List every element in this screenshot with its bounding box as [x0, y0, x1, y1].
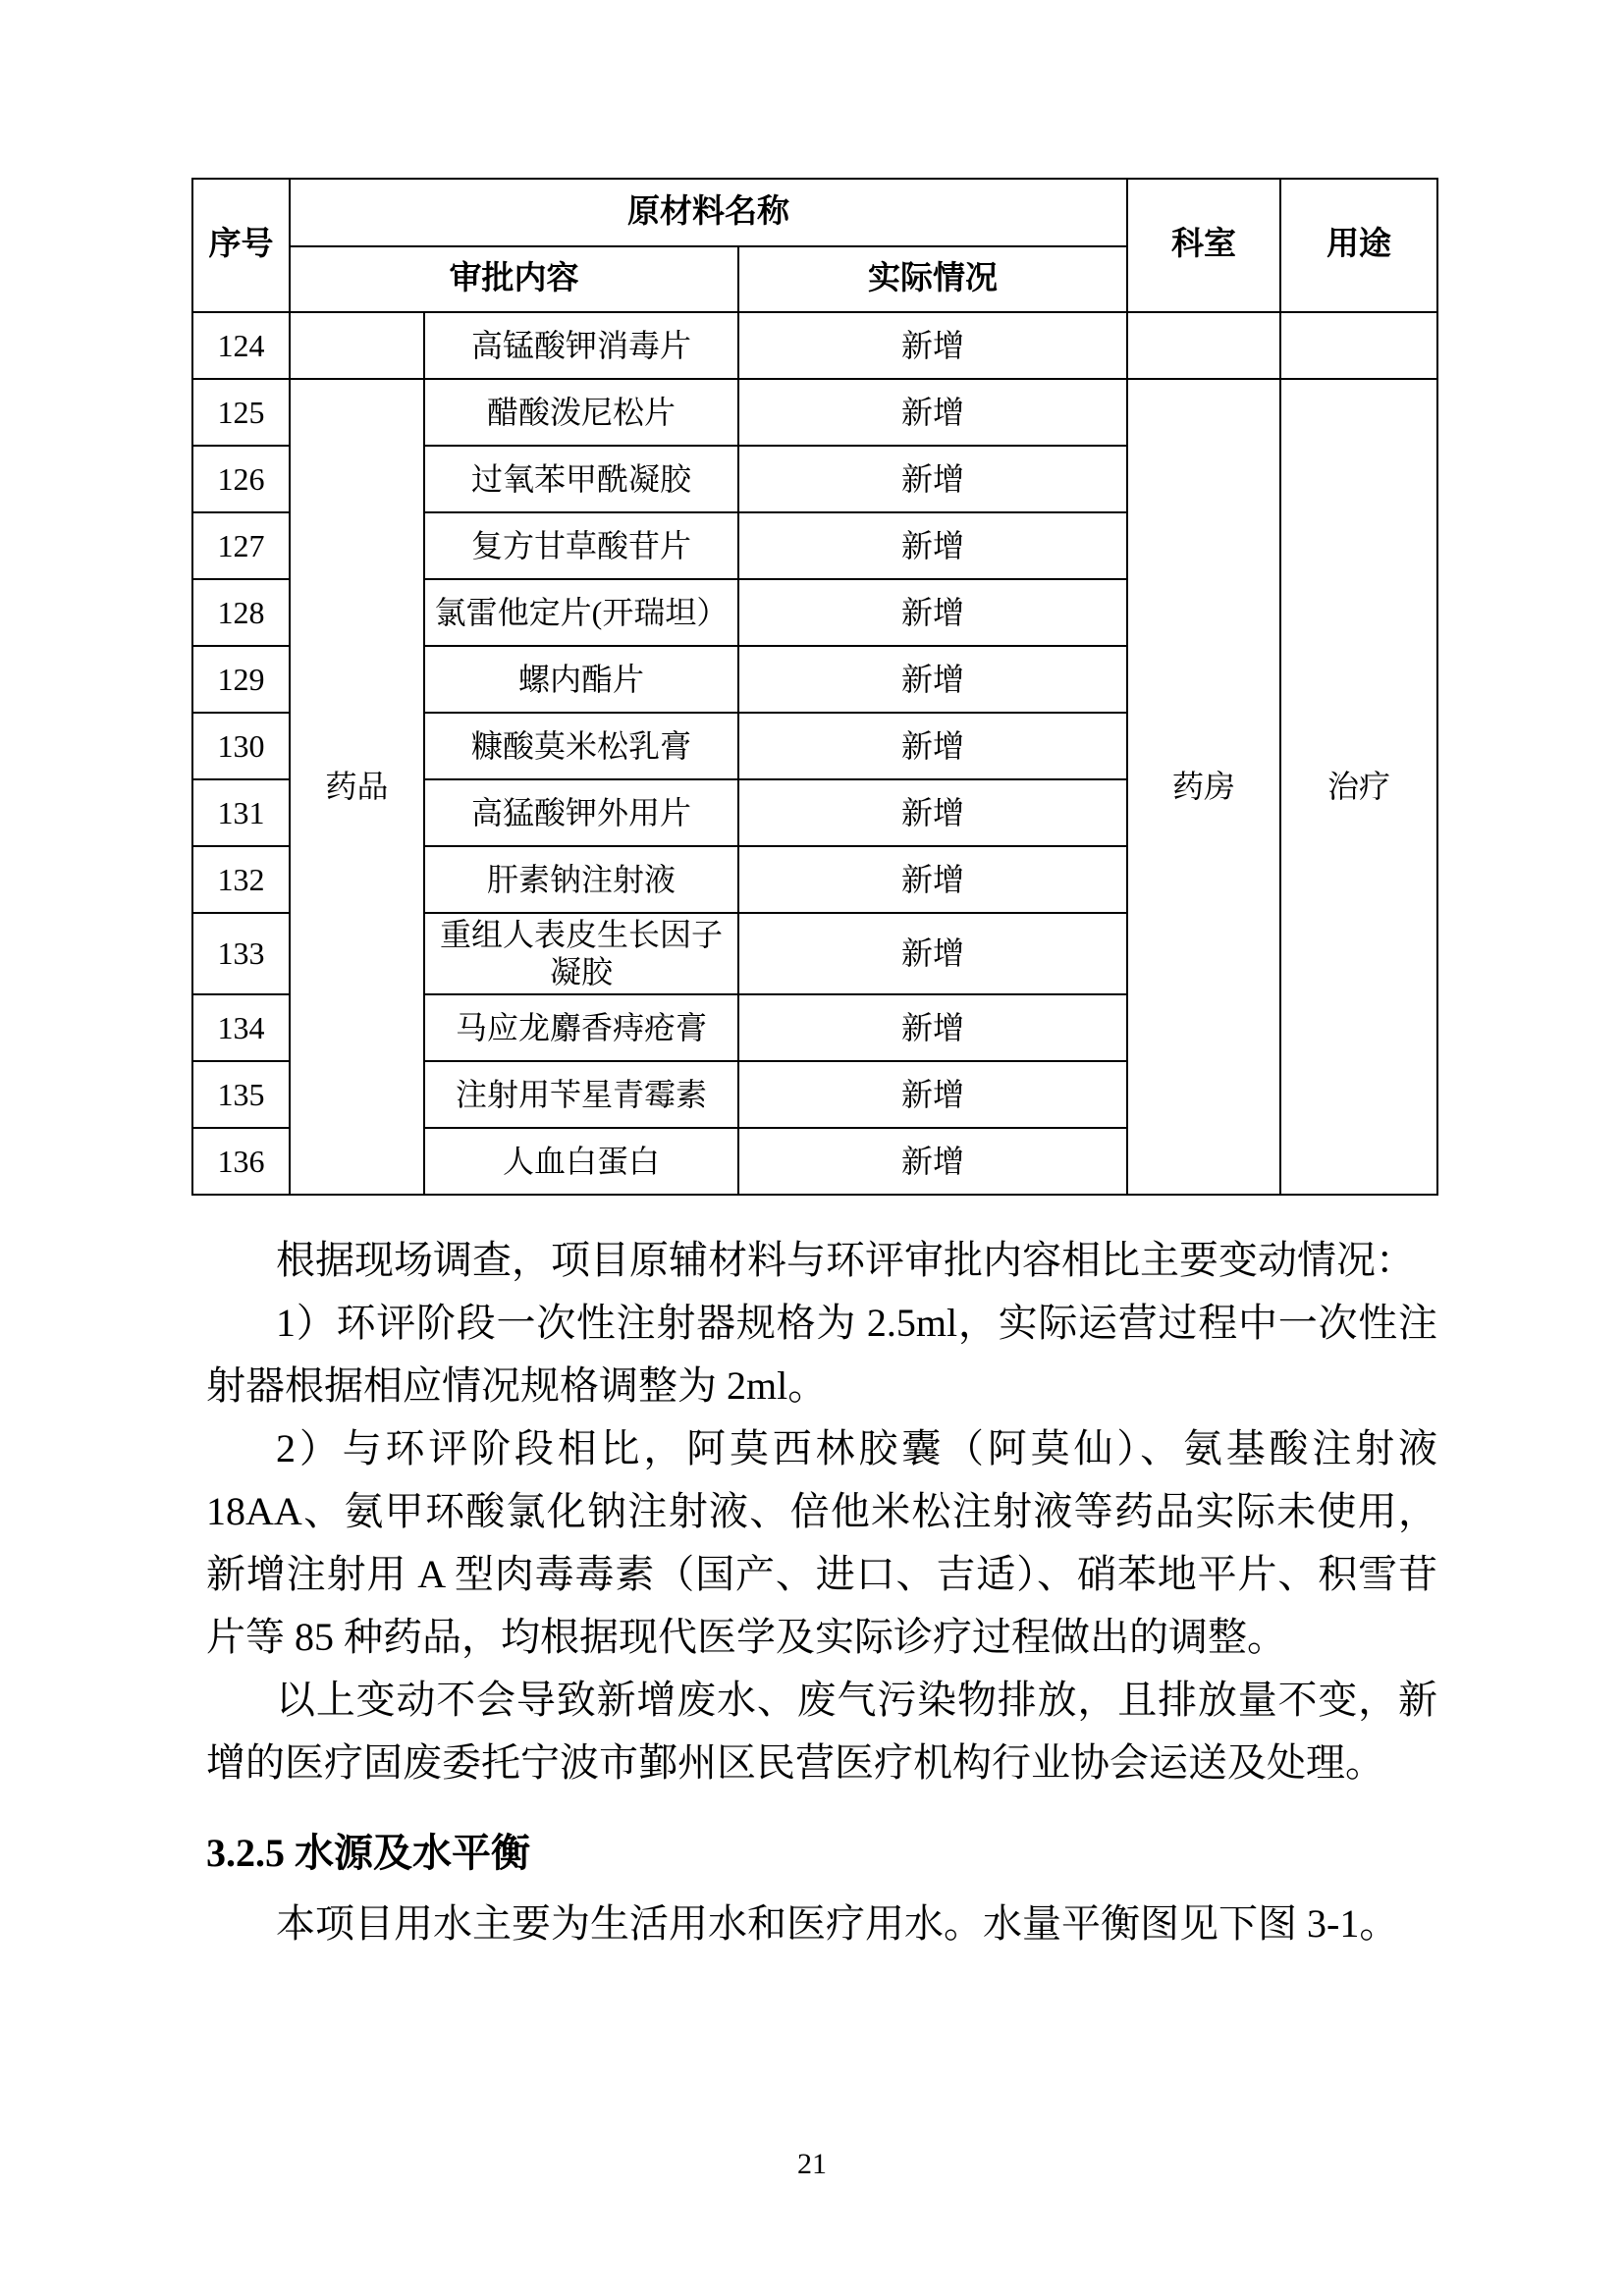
row-number-cell: 135 [192, 1061, 290, 1128]
row-number-cell: 124 [192, 312, 290, 379]
row-number-cell: 128 [192, 579, 290, 646]
status-cell: 新增 [738, 713, 1127, 779]
usage-cell: 治疗 [1280, 379, 1437, 1195]
material-name-cell: 过氧苯甲酰凝胶 [424, 446, 738, 512]
status-cell: 新增 [738, 646, 1127, 713]
materials-table [191, 178, 1438, 1196]
paragraph-change-1: 1）环评阶段一次性注射器规格为 2.5ml，实际运营过程中一次性注射器根据相应情况规格调整为 2ml。 [206, 1301, 1437, 1408]
header-department: 科室 [1127, 179, 1280, 312]
material-name-cell: 马应龙麝香痔疮膏 [424, 994, 738, 1061]
header-actual-situation: 实际情况 [738, 246, 1127, 312]
material-name-cell: 糠酸莫米松乳膏 [424, 713, 738, 779]
row-number-cell: 125 [192, 379, 290, 446]
status-cell: 新增 [738, 1061, 1127, 1128]
table-row [192, 312, 1437, 379]
status-cell: 新增 [738, 1128, 1127, 1195]
status-cell: 新增 [738, 779, 1127, 846]
row-number-cell: 129 [192, 646, 290, 713]
material-name-cell: 高猛酸钾外用片 [424, 779, 738, 846]
status-cell: 新增 [738, 512, 1127, 579]
header-material-name: 原材料名称 [290, 179, 1127, 246]
row-number-cell: 132 [192, 846, 290, 913]
material-name-cell: 醋酸泼尼松片 [424, 379, 738, 446]
department-cell-empty [1127, 312, 1280, 379]
header-seq-no: 序号 [192, 179, 290, 312]
section-heading-water: 3.2.5 水源及水平衡 [206, 1831, 530, 1875]
category-cell: 药品 [290, 379, 424, 1195]
material-name-cell: 氯雷他定片(开瑞坦） [424, 579, 738, 646]
status-cell: 新增 [738, 913, 1127, 994]
status-cell: 新增 [738, 994, 1127, 1061]
row-number-cell: 134 [192, 994, 290, 1061]
material-name-cell: 高锰酸钾消毒片 [424, 312, 738, 379]
row-number-cell: 130 [192, 713, 290, 779]
status-cell: 新增 [738, 312, 1127, 379]
department-cell: 药房 [1127, 379, 1280, 1195]
status-cell: 新增 [738, 379, 1127, 446]
material-name-cell: 人血白蛋白 [424, 1128, 738, 1195]
table-row [192, 379, 1437, 446]
body-text-block [206, 1229, 1437, 1955]
material-name-cell: 肝素钠注射液 [424, 846, 738, 913]
row-number-cell: 131 [192, 779, 290, 846]
paragraph-change-summary: 以上变动不会导致新增废水、废气污染物排放，且排放量不变，新增的医疗固废委托宁波市鄞州区民营医疗机构行业协会运送及处理。 [206, 1678, 1437, 1785]
status-cell: 新增 [738, 446, 1127, 512]
material-name-cell: 复方甘草酸苷片 [424, 512, 738, 579]
materials-table-body [192, 312, 1437, 1195]
material-name-cell: 注射用苄星青霉素 [424, 1061, 738, 1128]
header-usage: 用途 [1280, 179, 1437, 312]
paragraph-change-2: 2）与环评阶段相比，阿莫西林胶囊（阿莫仙）、氨基酸注射液 18AA、氨甲环酸氯化钠注射液、倍他米松注射液等药品实际未使用，新增注射用 A 型肉毒毒素（国产、进口、吉适）、硝苯地平片、积雪苷片等 85 种药品，均根据现代医学及实际诊疗过程做出的调整。 [206, 1426, 1437, 1659]
page-number: 21 [797, 2148, 827, 2180]
status-cell: 新增 [738, 579, 1127, 646]
material-name-cell: 螺内酯片 [424, 646, 738, 713]
row-number-cell: 136 [192, 1128, 290, 1195]
paragraph-survey-intro: 根据现场调查，项目原辅材料与环评审批内容相比主要变动情况： [276, 1238, 1415, 1282]
status-cell: 新增 [738, 846, 1127, 913]
usage-cell-empty [1280, 312, 1437, 379]
category-cell-empty [290, 312, 424, 379]
row-number-cell: 133 [192, 913, 290, 994]
row-number-cell: 127 [192, 512, 290, 579]
material-name-cell: 重组人表皮生长因子凝胶 [424, 913, 738, 994]
header-approval-content: 审批内容 [290, 246, 738, 312]
row-number-cell: 126 [192, 446, 290, 512]
paragraph-water-usage: 本项目用水主要为生活用水和医疗用水。水量平衡图见下图 3-1。 [276, 1901, 1399, 1946]
